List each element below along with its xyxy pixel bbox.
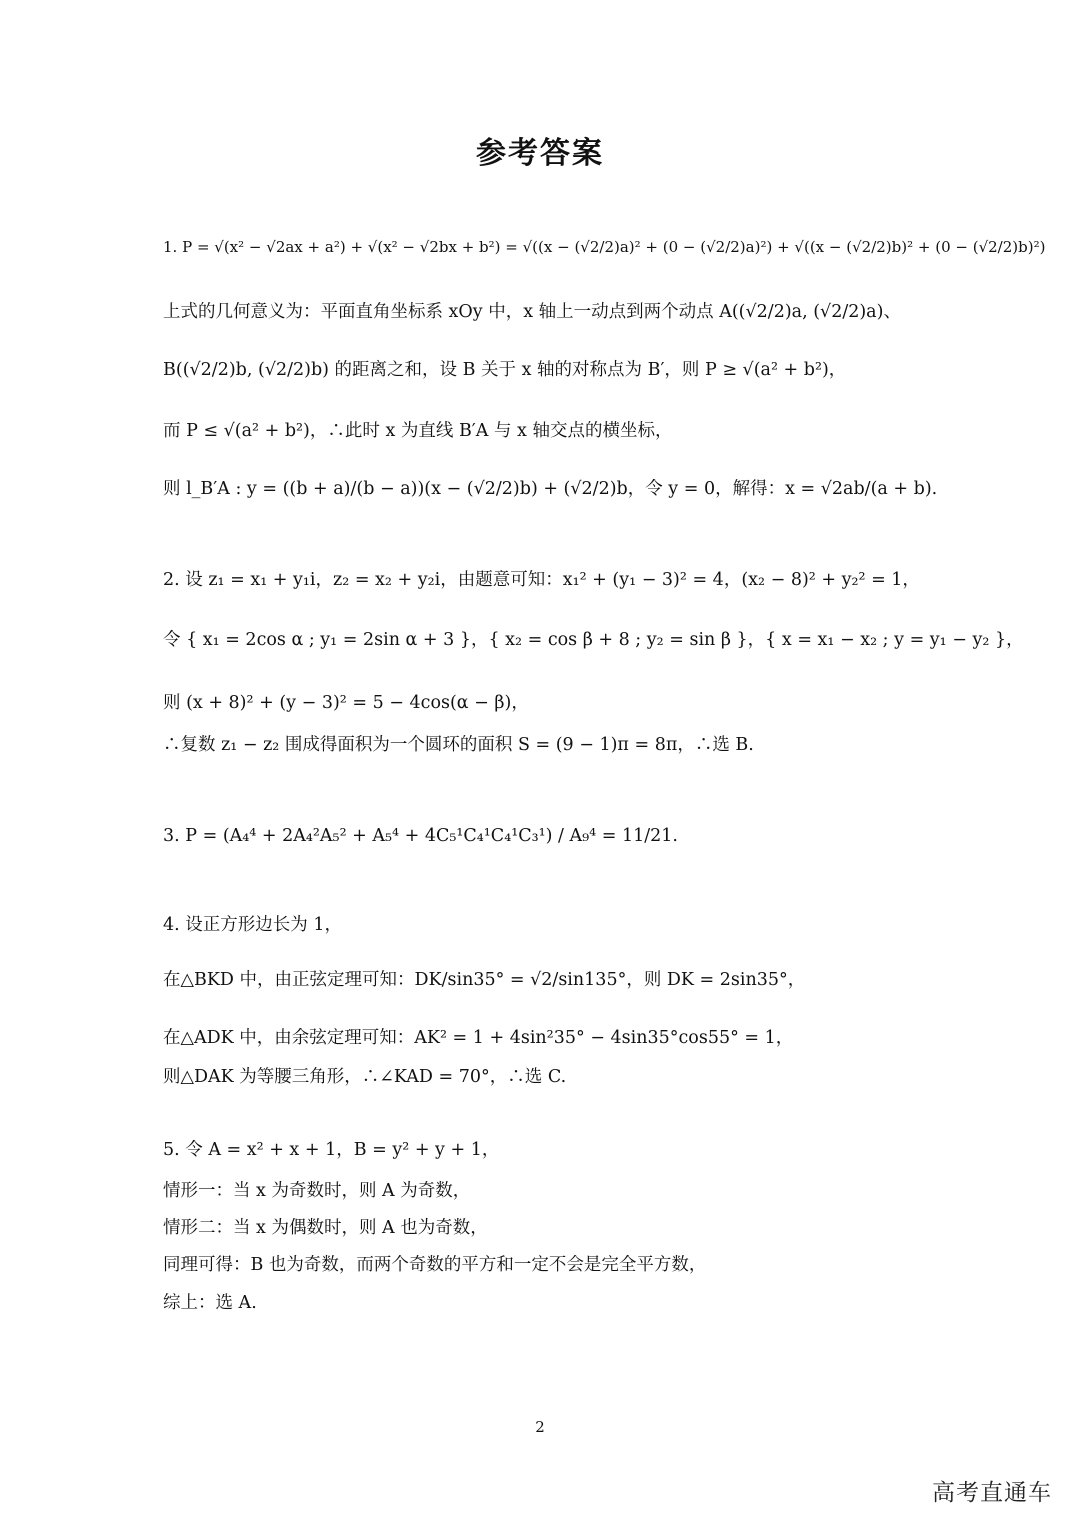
answer-1-line-4: 而 P ≤ √(a² + b²)，∴此时 x 为直线 B′A 与 x 轴交点的横坐标， (163, 421, 673, 441)
answer-1-line-5: 则 l_B′A : y = ((b + a)/(b − a))(x − (√2/2)b) + (√2/2)b，令 y = 0，解得：x = √2ab/(a + b). (163, 479, 938, 499)
answer-3-line-1: 3. P = (A₄⁴ + 2A₄²A₅² + A₅⁴ + 4C₅¹C₄¹C₄¹C₃¹) / A₉⁴ = 11/21. (163, 826, 678, 846)
answer-1-line-3: B((√2/2)b, (√2/2)b) 的距离之和，设 B 关于 x 轴的对称点为 B′，则 P ≥ √(a² + b²)， (163, 360, 847, 380)
answer-4-line-3: 在△ADK 中，由余弦定理可知：AK² = 1 + 4sin²35° − 4sin35°cos55° = 1， (163, 1028, 794, 1048)
answer-5-line-4: 同理可得：B 也为奇数，而两个奇数的平方和一定不会是完全平方数， (163, 1255, 707, 1275)
answer-1-line-2: 上式的几何意义为：平面直角坐标系 xOy 中，x 轴上一动点到两个动点 A((√2/2)a, (√2/2)a)、 (163, 302, 901, 322)
answer-2-line-2: 令 { x₁ = 2cos α ; y₁ = 2sin α + 3 }，{ x₂ = cos β + 8 ; y₂ = sin β }，{ x = x₁ − x₂ ; y = y₁ − y₂ }， (163, 630, 1024, 650)
page-title: 参考答案 (476, 136, 604, 171)
answer-5-line-2: 情形一：当 x 为奇数时，则 A 为奇数， (163, 1181, 471, 1201)
answer-5-line-1: 5. 令 A = x² + x + 1，B = y² + y + 1， (163, 1140, 500, 1160)
answer-4-line-2: 在△BKD 中，由正弦定理可知：DK/sin35° = √2/sin135°，则 DK = 2sin35°， (163, 970, 806, 990)
answer-1-line-1: 1. P = √(x² − √2ax + a²) + √(x² − √2bx + b²) = √((x − (√2/2)a)² + (0 − (√2/2)a)²) + √((x − (√2/2)b)² + (0 − (√2/2)b)²) (163, 238, 1046, 256)
answer-4-line-1: 4. 设正方形边长为 1， (163, 915, 342, 935)
answer-2-line-4: ∴复数 z₁ − z₂ 围成得面积为一个圆环的面积 S = (9 − 1)π = 8π，∴选 B. (163, 735, 754, 755)
watermark-text: 高考直通车 (932, 1480, 1052, 1506)
answer-2-line-3: 则 (x + 8)² + (y − 3)² = 5 − 4cos(α − β)， (163, 693, 529, 713)
page-number: 2 (535, 1418, 545, 1436)
answer-2-line-1: 2. 设 z₁ = x₁ + y₁i，z₂ = x₂ + y₂i，由题意可知：x₁² + (y₁ − 3)² = 4，(x₂ − 8)² + y₂² = 1， (163, 570, 920, 590)
answer-4-line-4: 则△DAK 为等腰三角形，∴∠KAD = 70°，∴选 C. (163, 1067, 567, 1087)
answer-5-line-3: 情形二：当 x 为偶数时，则 A 也为奇数， (163, 1218, 488, 1238)
answer-5-line-5: 综上：选 A. (163, 1293, 257, 1313)
